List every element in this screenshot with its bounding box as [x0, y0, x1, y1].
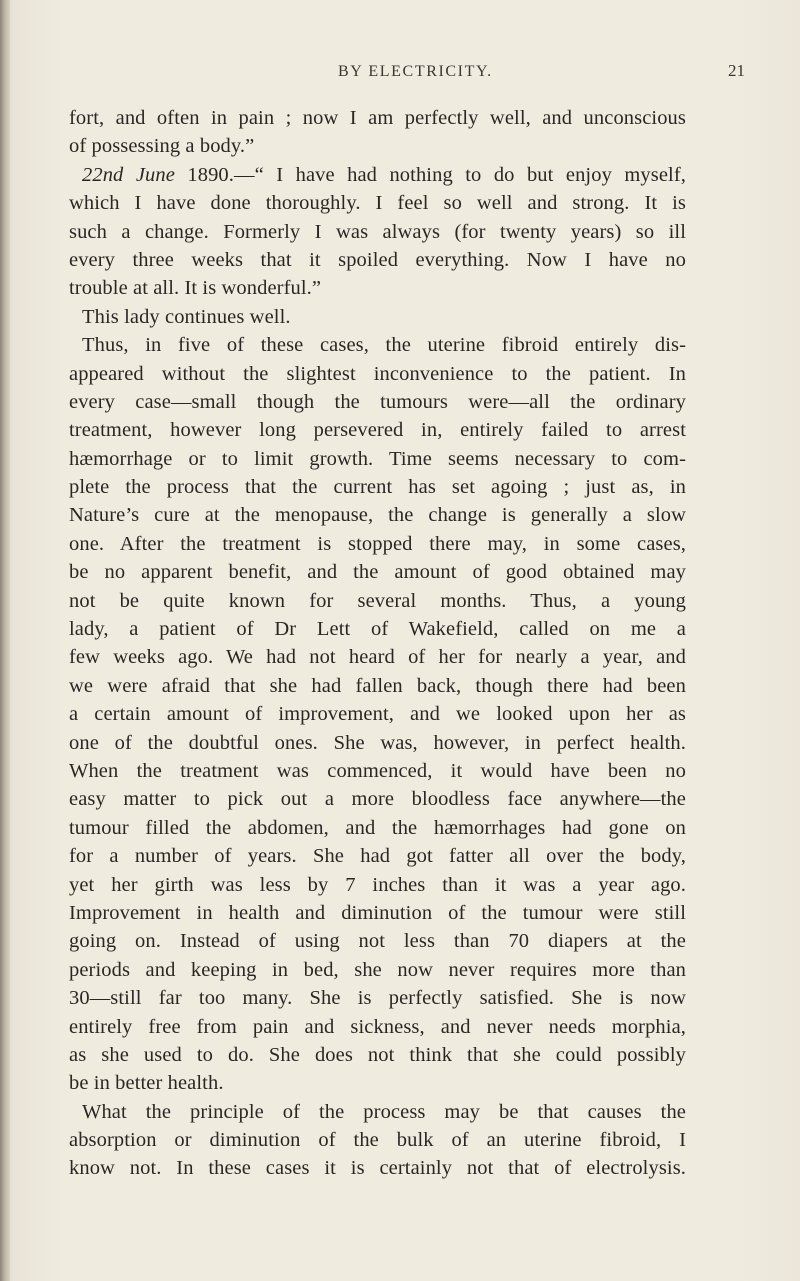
- text-line: [69, 501, 686, 529]
- line-text: few weeks ago. We had not heard of her for nearly a year, and: [69, 646, 686, 669]
- text-line: [69, 331, 686, 359]
- line-text: appeared without the slightest inconvenience to the patient. In: [69, 362, 686, 385]
- line-text: hæmorrhage or to limit growth. Time seems necessary to com-: [69, 447, 686, 470]
- text-line: [69, 899, 686, 927]
- line-text: periods and keeping in bed, she now never requires more than: [69, 958, 686, 981]
- body-text: [69, 104, 686, 1183]
- line-text: every case—small though the tumours were—all the ordinary: [69, 390, 686, 413]
- text-line: [69, 104, 686, 132]
- text-line: [69, 1069, 686, 1097]
- line-text: a certain amount of improvement, and we looked upon her as: [69, 703, 686, 726]
- line-text: 30—still far too many. She is perfectly satisfied. She is now: [69, 987, 686, 1010]
- text-line: [69, 1041, 686, 1069]
- text-line: [69, 1154, 686, 1182]
- line-text: lady, a patient of Dr Lett of Wakefield, called on me a: [69, 618, 686, 641]
- line-text: not be quite known for several months. Thus, a young: [69, 589, 686, 612]
- line-text: know not. In these cases it is certainly not that of electrolysis.: [69, 1157, 686, 1180]
- text-line: [69, 672, 686, 700]
- text-line: [69, 246, 686, 274]
- text-line: [69, 218, 686, 246]
- text-line: [69, 388, 686, 416]
- line-text: be no apparent benefit, and the amount of good obtained may: [69, 561, 686, 584]
- line-text: This lady continues well.: [82, 305, 291, 328]
- text-line: [69, 161, 686, 189]
- line-text: we were afraid that she had fallen back, though there had been: [69, 674, 686, 697]
- text-line: [69, 1126, 686, 1154]
- text-line: [69, 132, 686, 160]
- text-line: [69, 303, 686, 331]
- text-line: [69, 871, 686, 899]
- text-line: [69, 360, 686, 388]
- line-text: one of the doubtful ones. She was, however, in perfect health.: [69, 731, 686, 754]
- text-line: [69, 473, 686, 501]
- line-text: every three weeks that it spoiled everything. Now I have no: [69, 248, 686, 271]
- line-text: easy matter to pick out a more bloodless face anywhere—the: [69, 788, 686, 811]
- page-number: 21: [728, 61, 745, 80]
- line-text: fort, and often in pain ; now I am perfectly well, and unconscious: [69, 107, 686, 129]
- line-text: Nature’s cure at the menopause, the change is generally a slow: [69, 504, 686, 527]
- line-text: of possessing a body.”: [69, 135, 255, 158]
- text-line: [69, 558, 686, 586]
- line-text: for a number of years. She had got fatter all over the body,: [69, 845, 686, 868]
- line-text: absorption or diminution of the bulk of an uterine fibroid, I: [69, 1129, 686, 1152]
- text-line: [69, 984, 686, 1012]
- line-text: trouble at all. It is wonderful.”: [69, 277, 322, 300]
- text-line: [69, 274, 686, 302]
- text-line: [69, 814, 686, 842]
- text-line: [69, 1013, 686, 1041]
- line-text: treatment, however long persevered in, entirely failed to arrest: [69, 419, 686, 442]
- text-line: [69, 842, 686, 870]
- line-text: be in better health.: [69, 1072, 224, 1095]
- text-line: [69, 729, 686, 757]
- text-line: [69, 587, 686, 615]
- text-line: [69, 785, 686, 813]
- line-text: as she used to do. She does not think that she could possibly: [69, 1043, 686, 1066]
- line-text: Thus, in five of these cases, the uterine fibroid entirely dis-: [82, 334, 686, 357]
- line-text: tumour filled the abdomen, and the hæmorrhages had gone on: [69, 816, 686, 839]
- line-text: which I have done thoroughly. I feel so well and strong. It is: [69, 192, 686, 215]
- text-line: [69, 1098, 686, 1126]
- line-text: one. After the treatment is stopped there may, in some cases,: [69, 532, 686, 555]
- line-text: plete the process that the current has set agoing ; just as, in: [69, 476, 686, 499]
- page-spine-shadow: [0, 0, 10, 1281]
- text-line: [69, 416, 686, 444]
- text-line: [69, 757, 686, 785]
- line-text: What the principle of the process may be that causes the: [82, 1100, 686, 1123]
- line-text: 1890.—“ I have had nothing to do but enjoy myself,: [174, 163, 686, 186]
- line-text: such a change. Formerly I was always (for twenty years) so ill: [69, 220, 686, 243]
- text-line: [69, 445, 686, 473]
- text-line: [69, 615, 686, 643]
- text-line: [69, 700, 686, 728]
- line-text: When the treatment was commenced, it would have been no: [69, 759, 686, 782]
- text-line: [69, 927, 686, 955]
- line-text: entirely free from pain and sickness, and never needs morphia,: [69, 1015, 686, 1038]
- line-text: Improvement in health and diminution of the tumour were still: [69, 901, 686, 924]
- line-text: yet her girth was less by 7 inches than it was a year ago.: [69, 873, 686, 896]
- text-line: [69, 643, 686, 671]
- text-line: [69, 189, 686, 217]
- text-line: [69, 530, 686, 558]
- running-head: [0, 63, 800, 87]
- text-line: [69, 956, 686, 984]
- date-italic: 22nd June: [82, 163, 175, 186]
- running-head-title: BY ELECTRICITY.: [338, 63, 493, 80]
- line-text: going on. Instead of using not less than 70 diapers at the: [69, 930, 686, 953]
